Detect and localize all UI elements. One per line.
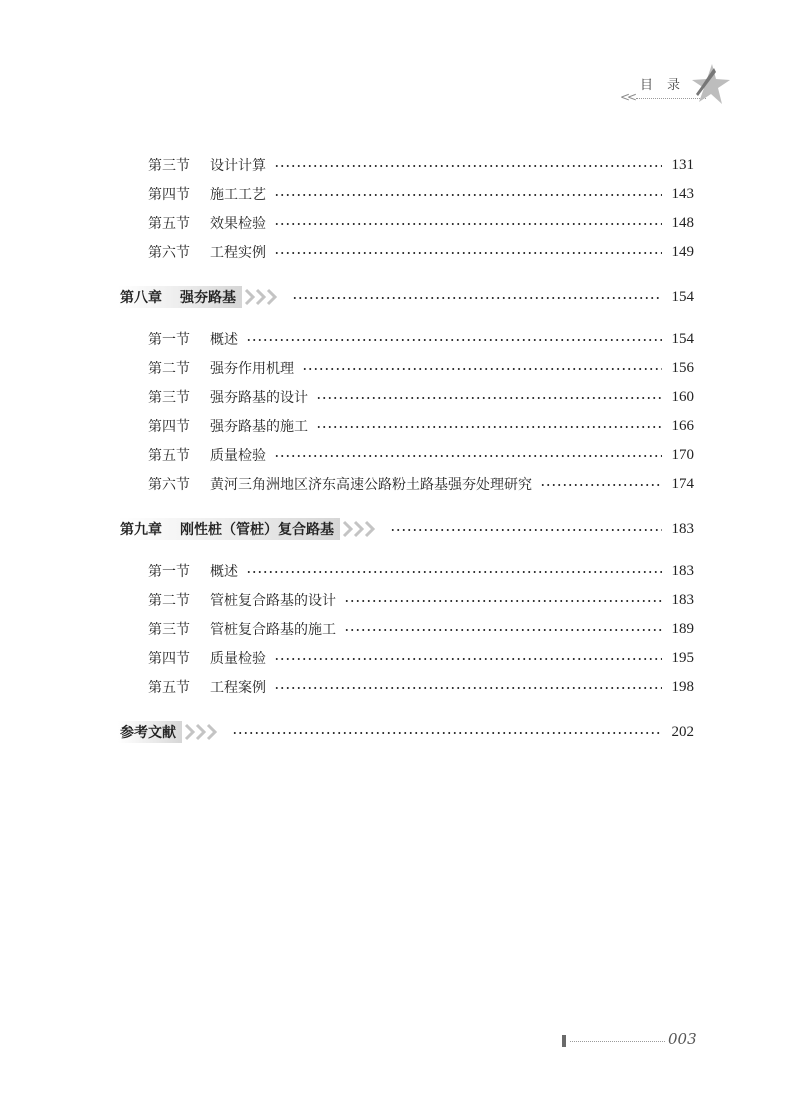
dot-leader	[274, 455, 662, 457]
dot-leader	[292, 297, 662, 299]
section-number: 第二节	[148, 361, 190, 377]
dot-leader	[302, 368, 662, 370]
toc-section-row[interactable]	[148, 154, 694, 176]
section-title: 黄河三角洲地区济东高速公路粉土路基强夯处理研究	[210, 477, 532, 493]
section-title: 强夯路基的设计	[210, 390, 308, 406]
dot-leader	[274, 252, 662, 254]
toc-section-row[interactable]	[148, 183, 694, 205]
page-number: 198	[671, 678, 694, 695]
double-chevron-left-icon: <<	[620, 90, 635, 104]
dot-leader	[232, 732, 662, 734]
section-number: 第四节	[148, 419, 190, 435]
toc-section-row[interactable]	[148, 444, 694, 466]
section-number: 第六节	[148, 245, 190, 261]
page-number: 166	[671, 417, 694, 434]
section-number: 第四节	[148, 651, 190, 667]
toc-section-row[interactable]	[148, 415, 694, 437]
chapter-number: 第九章	[120, 522, 162, 538]
page-number: 170	[671, 446, 694, 463]
section-title: 概述	[210, 332, 238, 348]
section-title: 质量检验	[210, 448, 266, 464]
toc-section-row[interactable]	[148, 357, 694, 379]
dot-leader	[274, 194, 662, 196]
page-number: 149	[671, 243, 694, 260]
dot-leader	[316, 397, 662, 399]
dot-leader	[246, 571, 662, 573]
toc-chapter-row[interactable]	[118, 518, 694, 540]
toc-section-row[interactable]	[148, 241, 694, 263]
dot-leader	[344, 629, 662, 631]
section-number: 第二节	[148, 593, 190, 609]
section-title: 设计计算	[210, 158, 266, 174]
references-title: 参考文献	[120, 725, 176, 741]
dot-leader	[344, 600, 662, 602]
page-number: 148	[671, 214, 694, 231]
page-number: 156	[671, 359, 694, 376]
page-number: 154	[671, 288, 694, 305]
page-number: 160	[671, 388, 694, 405]
dot-leader	[540, 484, 662, 486]
dot-leader	[274, 687, 662, 689]
dot-leader	[246, 339, 662, 341]
section-number: 第三节	[148, 158, 190, 174]
section-title: 施工工艺	[210, 187, 266, 203]
toc-section-row[interactable]	[148, 618, 694, 640]
toc-section-row[interactable]	[148, 676, 694, 698]
section-title: 质量检验	[210, 651, 266, 667]
chevron-right-icon	[184, 723, 218, 741]
section-title: 管桩复合路基的施工	[210, 622, 336, 638]
section-number: 第五节	[148, 680, 190, 696]
toc-section-row[interactable]	[148, 212, 694, 234]
section-number: 第六节	[148, 477, 190, 493]
dot-leader	[274, 658, 662, 660]
section-number: 第五节	[148, 448, 190, 464]
dot-leader	[390, 529, 662, 531]
dot-leader	[316, 426, 662, 428]
page-number: 183	[671, 591, 694, 608]
page-number: 154	[671, 330, 694, 347]
page-number: 143	[671, 185, 694, 202]
toc-references-row[interactable]	[118, 721, 694, 743]
section-title: 工程实例	[210, 245, 266, 261]
page-number: 195	[671, 649, 694, 666]
chapter-title: 刚性桩（管桩）复合路基	[180, 522, 334, 538]
section-title: 效果检验	[210, 216, 266, 232]
chevron-right-icon	[342, 520, 376, 538]
footer-bar	[562, 1035, 566, 1047]
toc-section-row[interactable]	[148, 647, 694, 669]
page-number: 189	[671, 620, 694, 637]
toc-section-row[interactable]	[148, 473, 694, 495]
toc-section-row[interactable]	[148, 386, 694, 408]
section-number: 第三节	[148, 622, 190, 638]
page-number: 183	[671, 562, 694, 579]
page-number: 183	[671, 520, 694, 537]
chapter-number: 第八章	[120, 290, 162, 306]
section-title: 强夯作用机理	[210, 361, 294, 377]
toc-chapter-row[interactable]	[118, 286, 694, 308]
header-title: 目录	[640, 78, 695, 93]
page-footer	[562, 1030, 702, 1054]
section-number: 第五节	[148, 216, 190, 232]
chapter-label	[118, 518, 340, 540]
toc-section-row[interactable]	[148, 589, 694, 611]
dot-leader	[274, 223, 662, 225]
section-title: 管桩复合路基的设计	[210, 593, 336, 609]
page-number: 202	[671, 723, 694, 740]
chapter-title: 强夯路基	[180, 290, 236, 306]
toc-section-row[interactable]	[148, 560, 694, 582]
section-title: 工程案例	[210, 680, 266, 696]
toc-section-row[interactable]	[148, 328, 694, 350]
page-number: 131	[671, 156, 694, 173]
chevron-right-icon	[244, 288, 278, 306]
section-title: 强夯路基的施工	[210, 419, 308, 435]
page-number: 174	[671, 475, 694, 492]
section-title: 概述	[210, 564, 238, 580]
section-number: 第三节	[148, 390, 190, 406]
dot-leader	[274, 165, 662, 167]
footer-dotted-line	[570, 1041, 665, 1042]
references-label	[118, 721, 182, 743]
footer-page-number: 003	[668, 1030, 697, 1048]
chapter-label	[118, 286, 242, 308]
section-number: 第一节	[148, 332, 190, 348]
section-number: 第一节	[148, 564, 190, 580]
section-number: 第四节	[148, 187, 190, 203]
